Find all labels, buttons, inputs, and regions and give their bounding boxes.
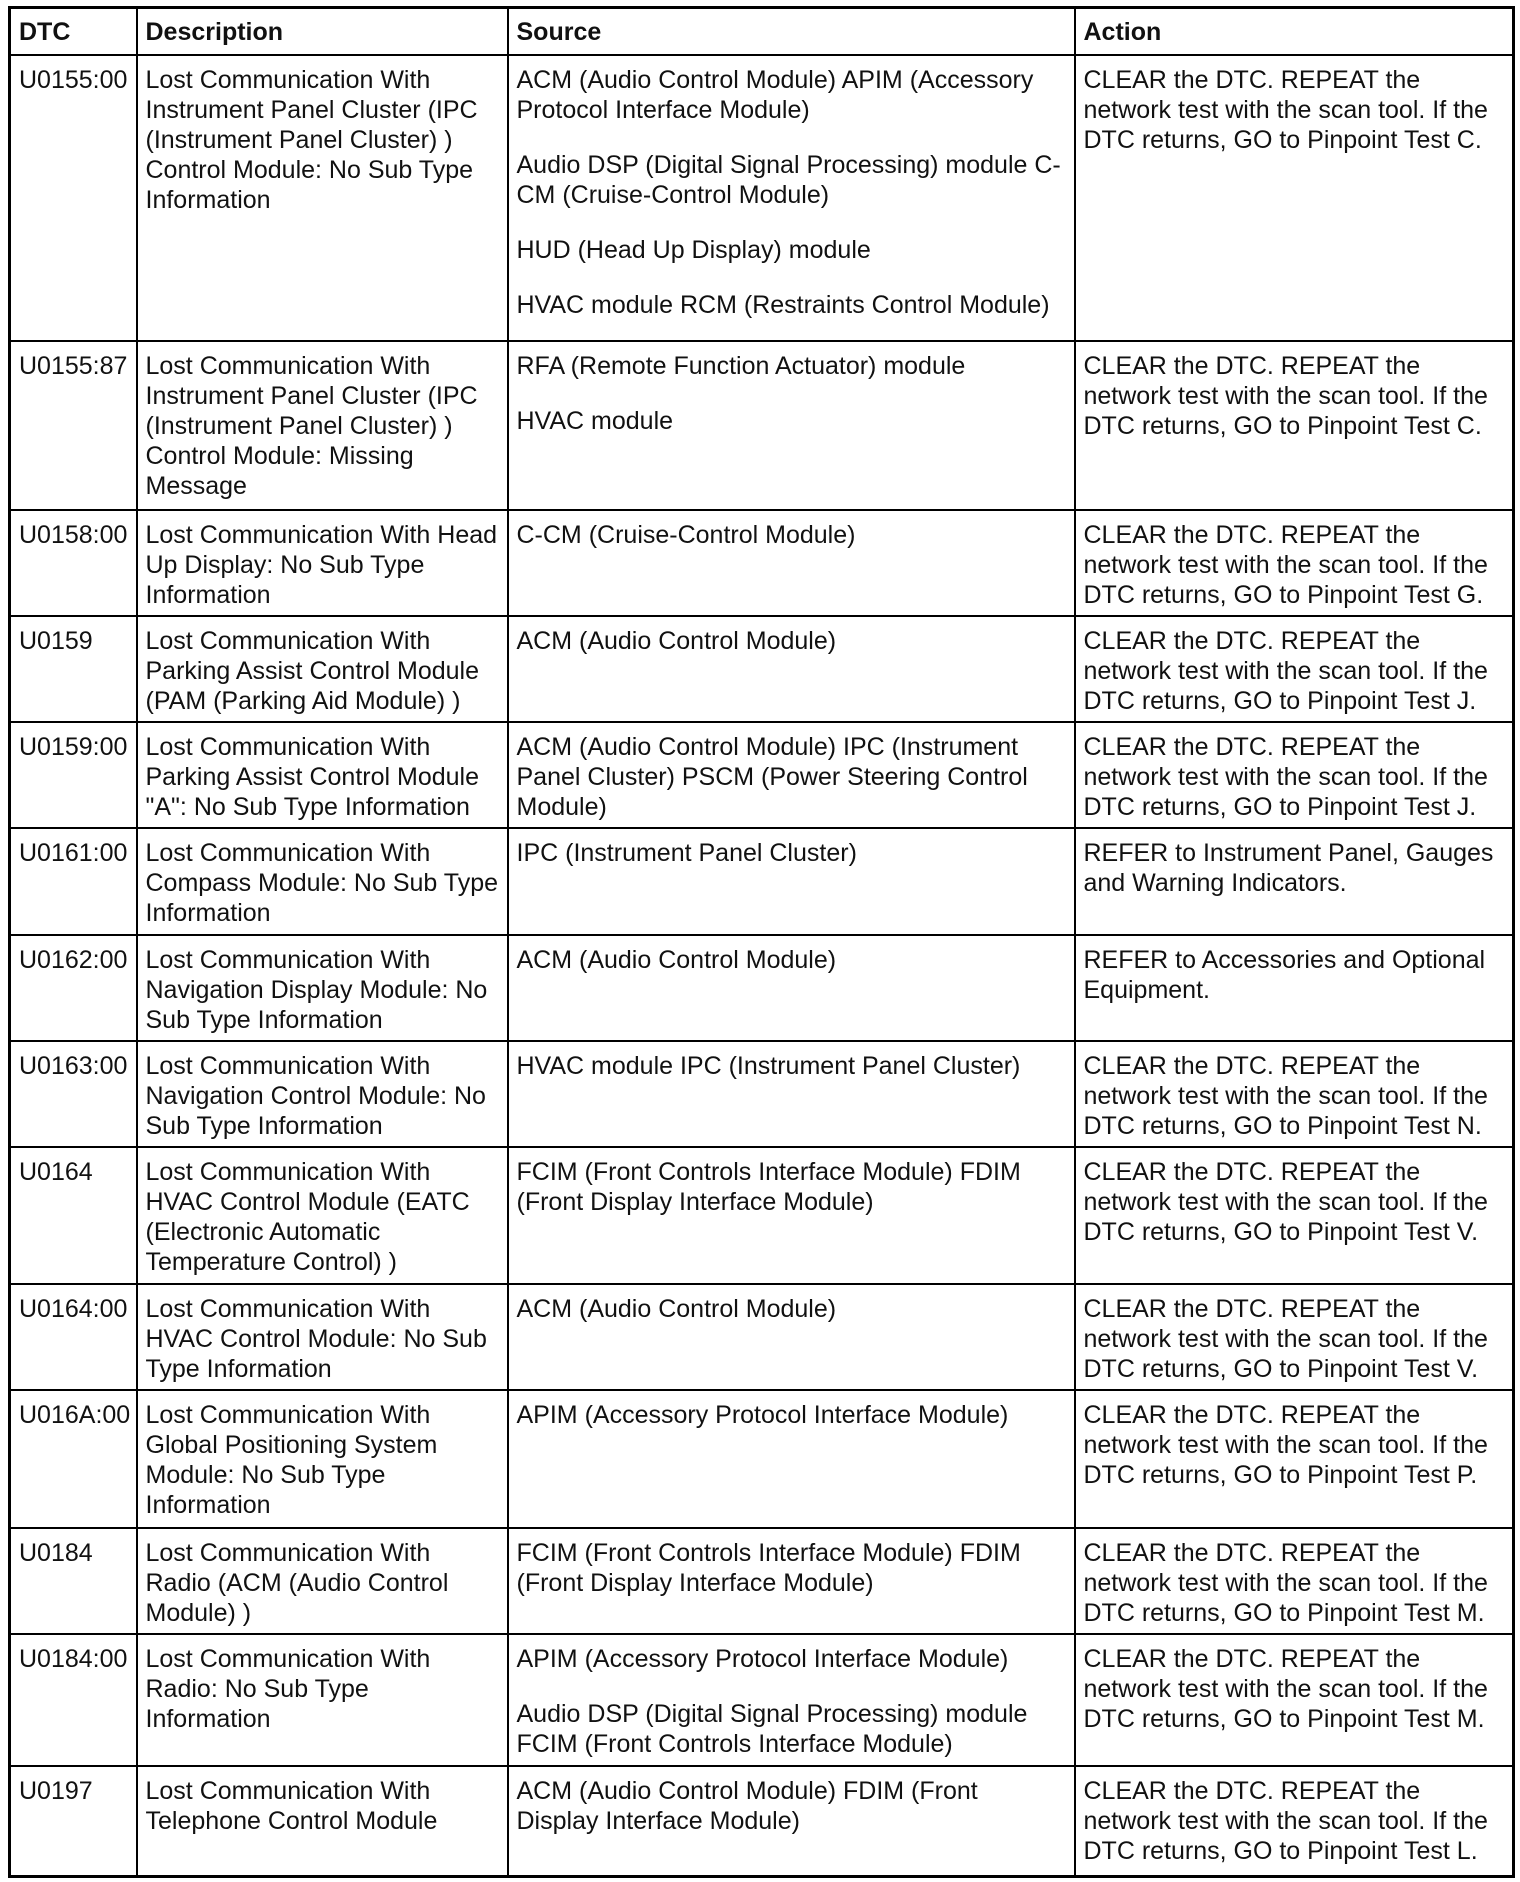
source-module: FCIM (Front Controls Interface Module) FDIM (Front Display Interface Module) xyxy=(516,1538,1021,1597)
dtc-table xyxy=(8,6,1515,1878)
source-module: HVAC module RCM (Restraints Control Module) xyxy=(516,290,1050,319)
dtc-source xyxy=(508,1147,1075,1285)
dtc-description: Lost Communication With Head Up Display: No Sub Type Information xyxy=(137,510,508,616)
header-action: Action xyxy=(1075,8,1514,55)
dtc-code: U0158:00 xyxy=(10,510,137,616)
source-module: HVAC module xyxy=(516,407,674,436)
table-row xyxy=(10,935,1514,1041)
dtc-action: CLEAR the DTC. REPEAT the network test with the scan tool. If the DTC returns, GO to Pinpoint Test C. xyxy=(1075,341,1514,510)
dtc-source xyxy=(508,1041,1075,1147)
source-module: ACM (Audio Control Module) APIM (Accessory Protocol Interface Module) xyxy=(516,65,1034,124)
dtc-code: U0184 xyxy=(10,1528,137,1634)
dtc-description: Lost Communication With Navigation Control Module: No Sub Type Information xyxy=(137,1041,508,1147)
dtc-action: CLEAR the DTC. REPEAT the network test with the scan tool. If the DTC returns, GO to Pinpoint Test J. xyxy=(1075,722,1514,828)
dtc-description: Lost Communication With Compass Module: No Sub Type Information xyxy=(137,828,508,934)
table-row xyxy=(10,1390,1514,1528)
table-row xyxy=(10,510,1514,616)
dtc-description: Lost Communication With HVAC Control Module (EATC (Electronic Automatic Temperature Control) ) xyxy=(137,1147,508,1285)
dtc-action: CLEAR the DTC. REPEAT the network test with the scan tool. If the DTC returns, GO to Pinpoint Test M. xyxy=(1075,1634,1514,1766)
dtc-action: CLEAR the DTC. REPEAT the network test with the scan tool. If the DTC returns, GO to Pinpoint Test C. xyxy=(1075,55,1514,342)
table-row xyxy=(10,722,1514,828)
dtc-code: U0197 xyxy=(10,1766,137,1876)
source-module: RFA (Remote Function Actuator) module xyxy=(516,352,966,381)
dtc-source xyxy=(508,935,1075,1041)
header-source: Source xyxy=(508,8,1075,55)
dtc-code: U0163:00 xyxy=(10,1041,137,1147)
dtc-source xyxy=(508,510,1075,616)
table-row xyxy=(10,1041,1514,1147)
source-module: ACM (Audio Control Module) xyxy=(516,945,837,974)
header-description: Description xyxy=(137,8,508,55)
source-module: ACM (Audio Control Module) FDIM (Front Display Interface Module) xyxy=(516,1777,978,1836)
table-row xyxy=(10,55,1514,342)
dtc-action: REFER to Accessories and Optional Equipment. xyxy=(1075,935,1514,1041)
source-module: Audio DSP (Digital Signal Processing) module FCIM (Front Controls Interface Module) xyxy=(516,1699,1028,1758)
dtc-description: Lost Communication With Radio: No Sub Type Information xyxy=(137,1634,508,1766)
dtc-description: Lost Communication With Parking Assist Control Module (PAM (Parking Aid Module) ) xyxy=(137,616,508,722)
source-module: ACM (Audio Control Module) xyxy=(516,627,837,656)
dtc-code: U016A:00 xyxy=(10,1390,137,1528)
dtc-code: U0155:87 xyxy=(10,341,137,510)
dtc-action: CLEAR the DTC. REPEAT the network test with the scan tool. If the DTC returns, GO to Pinpoint Test P. xyxy=(1075,1390,1514,1528)
dtc-code: U0159 xyxy=(10,616,137,722)
dtc-code: U0162:00 xyxy=(10,935,137,1041)
table-row xyxy=(10,1147,1514,1285)
dtc-description: Lost Communication With Instrument Panel Cluster (IPC (Instrument Panel Cluster) ) Control Module: Missing Message xyxy=(137,341,508,510)
dtc-source xyxy=(508,55,1075,342)
dtc-action: CLEAR the DTC. REPEAT the network test with the scan tool. If the DTC returns, GO to Pinpoint Test L. xyxy=(1075,1766,1514,1876)
dtc-action: CLEAR the DTC. REPEAT the network test with the scan tool. If the DTC returns, GO to Pinpoint Test J. xyxy=(1075,616,1514,722)
source-module: APIM (Accessory Protocol Interface Module) xyxy=(516,1644,1009,1673)
table-row xyxy=(10,1634,1514,1766)
source-module: ACM (Audio Control Module) IPC (Instrument Panel Cluster) PSCM (Power Steering Control Module) xyxy=(516,733,1028,822)
dtc-code: U0161:00 xyxy=(10,828,137,934)
source-module: C-CM (Cruise-Control Module) xyxy=(516,521,856,550)
dtc-action: CLEAR the DTC. REPEAT the network test with the scan tool. If the DTC returns, GO to Pinpoint Test N. xyxy=(1075,1041,1514,1147)
dtc-action: CLEAR the DTC. REPEAT the network test with the scan tool. If the DTC returns, GO to Pinpoint Test V. xyxy=(1075,1147,1514,1285)
dtc-action: CLEAR the DTC. REPEAT the network test with the scan tool. If the DTC returns, GO to Pinpoint Test M. xyxy=(1075,1528,1514,1634)
dtc-code: U0164:00 xyxy=(10,1284,137,1390)
dtc-description: Lost Communication With Radio (ACM (Audio Control Module) ) xyxy=(137,1528,508,1634)
dtc-description: Lost Communication With Telephone Control Module xyxy=(137,1766,508,1876)
dtc-source xyxy=(508,1766,1075,1876)
header-row xyxy=(10,8,1514,55)
dtc-action: REFER to Instrument Panel, Gauges and Warning Indicators. xyxy=(1075,828,1514,934)
dtc-code: U0155:00 xyxy=(10,55,137,342)
dtc-description: Lost Communication With Parking Assist Control Module "A": No Sub Type Information xyxy=(137,722,508,828)
table-header xyxy=(10,8,1514,55)
table-row xyxy=(10,828,1514,934)
dtc-code: U0164 xyxy=(10,1147,137,1285)
dtc-source xyxy=(508,1390,1075,1528)
source-module: ACM (Audio Control Module) xyxy=(516,1295,837,1324)
dtc-source xyxy=(508,616,1075,722)
dtc-action: CLEAR the DTC. REPEAT the network test with the scan tool. If the DTC returns, GO to Pinpoint Test V. xyxy=(1075,1284,1514,1390)
table-row xyxy=(10,616,1514,722)
table-row xyxy=(10,341,1514,510)
dtc-source xyxy=(508,1634,1075,1766)
dtc-source xyxy=(508,722,1075,828)
dtc-description: Lost Communication With Navigation Display Module: No Sub Type Information xyxy=(137,935,508,1041)
dtc-description: Lost Communication With Global Positioning System Module: No Sub Type Information xyxy=(137,1390,508,1528)
dtc-code: U0184:00 xyxy=(10,1634,137,1766)
table-row xyxy=(10,1528,1514,1634)
dtc-source xyxy=(508,341,1075,510)
dtc-source xyxy=(508,1284,1075,1390)
table-row xyxy=(10,1284,1514,1390)
source-module: HVAC module IPC (Instrument Panel Cluster) xyxy=(516,1051,1021,1080)
source-module: HUD (Head Up Display) module xyxy=(516,235,871,264)
dtc-code: U0159:00 xyxy=(10,722,137,828)
source-module: FCIM (Front Controls Interface Module) FDIM (Front Display Interface Module) xyxy=(516,1157,1021,1216)
table-row xyxy=(10,1766,1514,1876)
source-module: APIM (Accessory Protocol Interface Module) xyxy=(516,1401,1009,1430)
source-module: IPC (Instrument Panel Cluster) xyxy=(516,839,857,868)
dtc-action: CLEAR the DTC. REPEAT the network test with the scan tool. If the DTC returns, GO to Pinpoint Test G. xyxy=(1075,510,1514,616)
dtc-description: Lost Communication With HVAC Control Module: No Sub Type Information xyxy=(137,1284,508,1390)
dtc-source xyxy=(508,828,1075,934)
table-body xyxy=(10,55,1514,1877)
dtc-source xyxy=(508,1528,1075,1634)
header-dtc: DTC xyxy=(10,8,137,55)
dtc-description: Lost Communication With Instrument Panel Cluster (IPC (Instrument Panel Cluster) ) Control Module: No Sub Type Information xyxy=(137,55,508,342)
source-module: Audio DSP (Digital Signal Processing) module C-CM (Cruise-Control Module) xyxy=(516,150,1061,209)
